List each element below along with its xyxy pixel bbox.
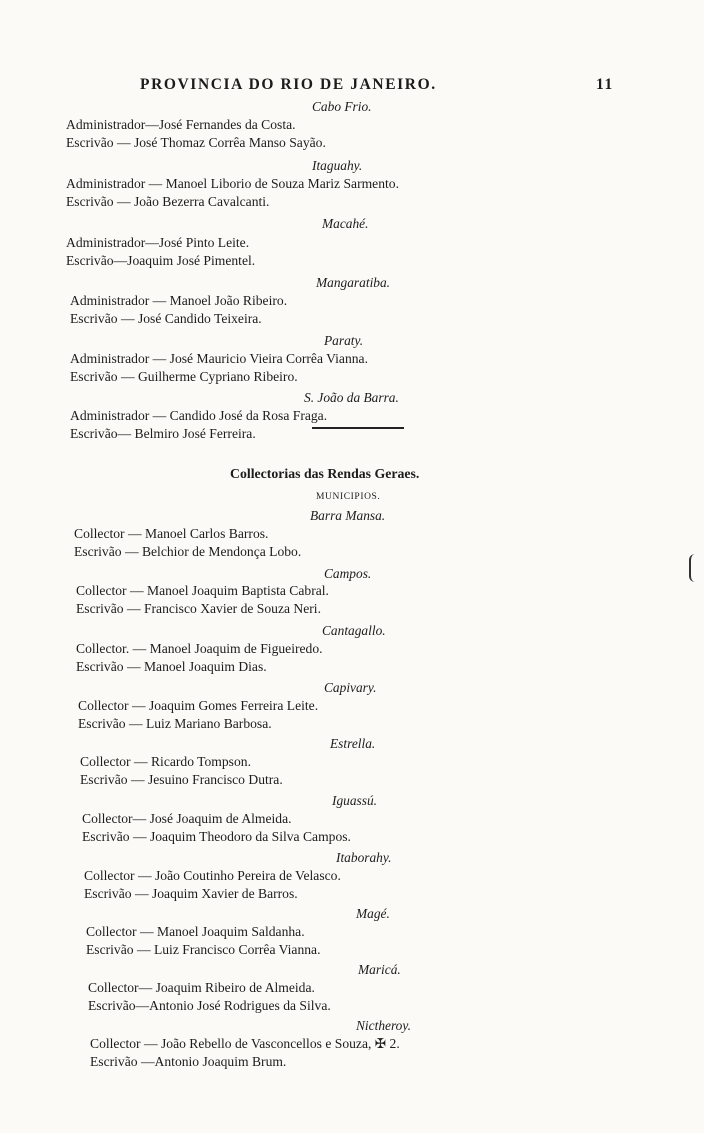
entry-line: Collector — Joaquim Gomes Ferreira Leite. (78, 698, 319, 713)
entry-line: Escrivão —Antonio Joaquim Brum. (90, 1054, 287, 1069)
entry-line: Escrivão — Francisco Xavier de Souza Neri. (76, 601, 321, 616)
section-subtitle: MUNICIPIOS. (316, 492, 381, 502)
place-heading: Macahé. (322, 216, 369, 231)
entry-line: Administrador — Candido José da Rosa Fraga. (70, 408, 328, 423)
entry-line: Collector — Ricardo Tompson. (80, 754, 251, 769)
entry-line: Collector— José Joaquim de Almeida. (82, 811, 292, 826)
place-heading: Itaguahy. (312, 158, 363, 173)
entry-line: Collector — João Coutinho Pereira de Velasco. (84, 868, 341, 883)
entry-line: Collector — João Rebello de Vasconcellos e Souza, ✠ 2. (90, 1036, 400, 1051)
entry-line: Escrivão— Belmiro José Ferreira. (70, 426, 256, 441)
entry-line: Collector — Manoel Joaquim Baptista Cabral. (76, 583, 329, 598)
place-heading: Magé. (356, 906, 390, 921)
entry-line: Administrador — José Mauricio Vieira Corrêa Vianna. (70, 351, 368, 366)
entry-line: Escrivão — Joaquim Xavier de Barros. (84, 886, 298, 901)
entry-line: Administrador—José Fernandes da Costa. (66, 117, 296, 132)
place-heading: Estrella. (330, 736, 376, 751)
entry-line: Escrivão — Luiz Francisco Corrêa Vianna. (86, 942, 321, 957)
entry-line: Escrivão — João Bezerra Cavalcanti. (66, 194, 270, 209)
place-heading: Nictheroy. (356, 1018, 411, 1033)
entry-line: Collector— Joaquim Ribeiro de Almeida. (88, 980, 315, 995)
entry-line: Escrivão — Joaquim Theodoro da Silva Campos. (82, 829, 351, 844)
entry-line: Escrivão—Antonio José Rodrigues da Silva. (88, 998, 331, 1013)
place-heading: Cabo Frio. (312, 99, 372, 114)
page-number: 11 (596, 76, 614, 93)
entry-line: Collector — Manoel Carlos Barros. (74, 526, 269, 541)
place-heading: Barra Mansa. (310, 508, 386, 523)
entry-line: Escrivão — Belchior de Mendonça Lobo. (74, 544, 302, 559)
entry-line: Escrivão — Luiz Mariano Barbosa. (78, 716, 272, 731)
place-heading: Cantagallo. (322, 623, 386, 638)
entry-line: Escrivão — José Candido Teixeira. (70, 311, 262, 326)
margin-mark (689, 554, 696, 582)
entry-line: Escrivão — Manoel Joaquim Dias. (76, 659, 267, 674)
entry-line: Escrivão — Jesuino Francisco Dutra. (80, 772, 283, 787)
place-heading: Mangaratiba. (316, 275, 391, 290)
place-heading: Paraty. (324, 333, 364, 348)
place-heading: Iguassú. (332, 793, 378, 808)
place-heading: S. João da Barra. (304, 390, 399, 405)
entry-line: Collector. — Manoel Joaquim de Figueiredo. (76, 641, 323, 656)
page-title: PROVINCIA DO RIO DE JANEIRO. (140, 76, 437, 93)
place-heading: Itaborahy. (336, 850, 392, 865)
section-title: Collectorias das Rendas Geraes. (230, 466, 420, 481)
entry-line: Administrador — Manoel Liborio de Souza Mariz Sarmento. (66, 176, 399, 191)
place-heading: Maricá. (358, 962, 401, 977)
entry-line: Escrivão — Guilherme Cypriano Ribeiro. (70, 369, 298, 384)
place-heading: Capivary. (324, 680, 377, 695)
entry-line: Escrivão — José Thomaz Corrêa Manso Sayão. (66, 135, 326, 150)
entry-line: Escrivão—Joaquim José Pimentel. (66, 253, 256, 268)
place-heading: Campos. (324, 566, 372, 581)
section-divider (312, 427, 404, 429)
entry-line: Collector — Manoel Joaquim Saldanha. (86, 924, 305, 939)
entry-line: Administrador—José Pinto Leite. (66, 235, 250, 250)
entry-line: Administrador — Manoel João Ribeiro. (70, 293, 288, 308)
